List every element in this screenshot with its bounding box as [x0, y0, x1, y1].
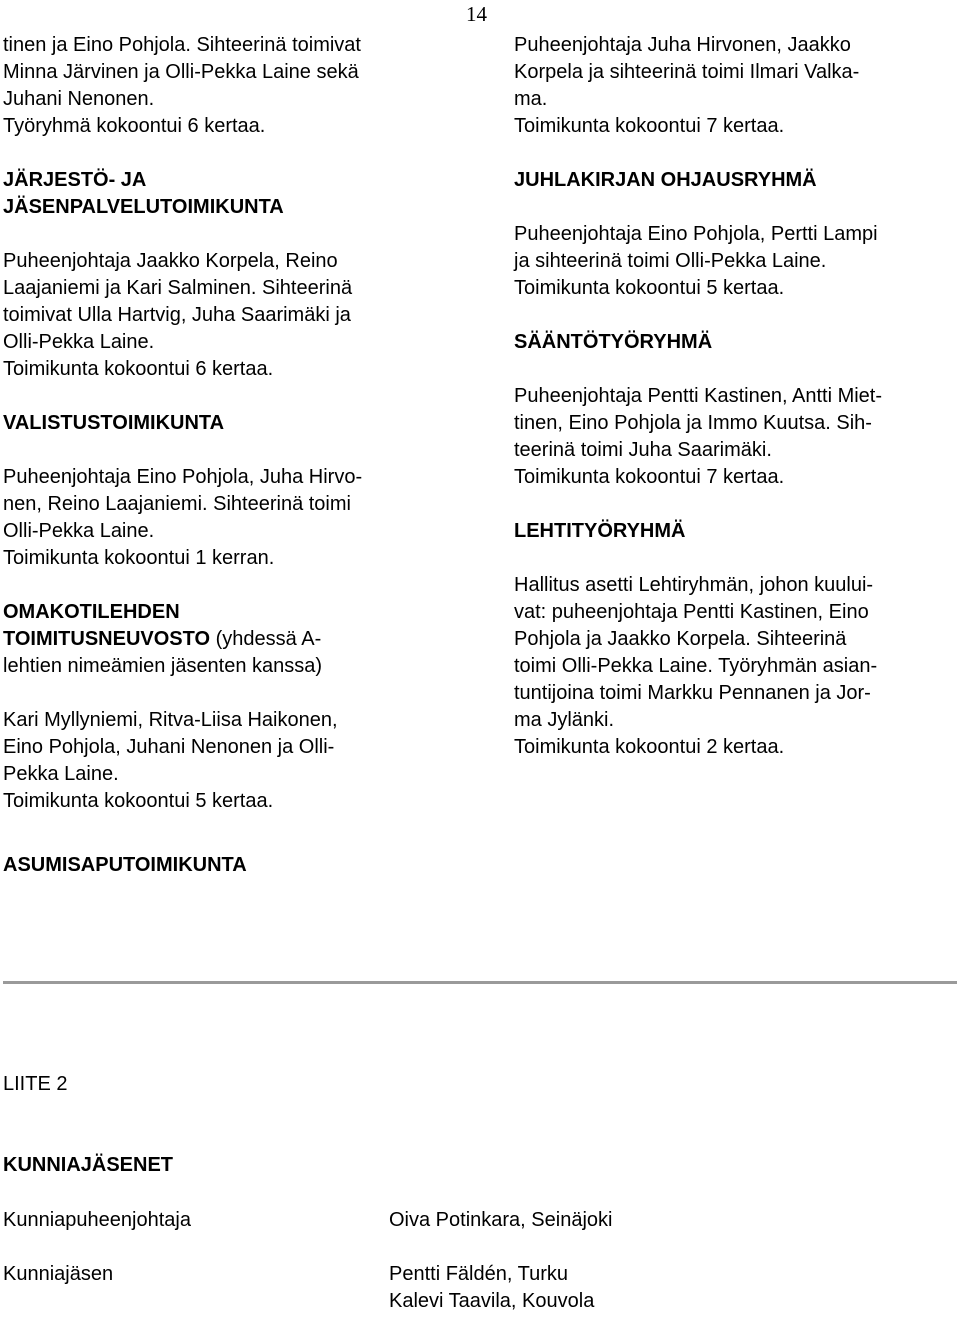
valistus-members: [3, 464, 443, 572]
text-line: vat: puheenjohtaja Pentti Kastinen, Eino: [514, 601, 869, 623]
text-line: Toimikunta kokoontui 5 kertaa.: [3, 790, 274, 812]
text-line: Työryhmä kokoontui 6 kertaa.: [3, 115, 266, 137]
lehti-heading: LEHTITYÖRYHMÄ: [514, 520, 686, 542]
text-line: Puheenjohtaja Pentti Kastinen, Antti Miet-: [514, 385, 883, 407]
heading-note-line: lehtien nimeämien jäsenten kanssa): [3, 655, 323, 677]
honorary-role: Kunniajäsen: [3, 1263, 114, 1285]
text-line: tinen ja Eino Pohjola. Sihteerinä toimivat: [3, 34, 361, 56]
text-line: ja sihteerinä toimi Olli-Pekka Laine.: [514, 250, 827, 272]
text-line: ma Jylänki.: [514, 709, 615, 731]
text-line: Korpela ja sihteerinä toimi Ilmari Valka-: [514, 61, 860, 83]
heading-line: JÄRJESTÖ- JA: [3, 169, 147, 191]
honorary-person: Pentti Fäldén, Turku: [389, 1263, 568, 1285]
section-divider: [3, 981, 957, 984]
valistus-heading: VALISTUSTOIMIKUNTA: [3, 412, 225, 434]
text-line: Toimikunta kokoontui 5 kertaa.: [514, 277, 785, 299]
heading-line: [3, 626, 443, 653]
text-line: teerinä toimi Juha Saarimäki.: [514, 439, 772, 461]
text-line: toimivat Ulla Hartvig, Juha Saarimäki ja: [3, 304, 351, 326]
honorary-members-heading: KUNNIAJÄSENET: [3, 1154, 174, 1176]
text-line: Pohjola ja Jaakko Korpela. Sihteerinä: [514, 628, 847, 650]
honorary-role: Kunniapuheenjohtaja: [3, 1209, 191, 1231]
juhlakirjan-heading: JUHLAKIRJAN OHJAUSRYHMÄ: [514, 169, 817, 191]
left-column: [3, 32, 443, 815]
text-line: Toimikunta kokoontui 1 kerran.: [3, 547, 275, 569]
page-number: 14: [466, 2, 487, 26]
text-line: toimi Olli-Pekka Laine. Työryhmän asian-: [514, 655, 878, 677]
right-column: [514, 32, 958, 761]
text-line: tinen, Eino Pohjola ja Immo Kuutsa. Sih-: [514, 412, 872, 434]
heading-line: JÄSENPALVELUTOIMIKUNTA: [3, 196, 284, 218]
text-line: Kari Myllyniemi, Ritva-Liisa Haikonen,: [3, 709, 338, 731]
text-line: nen, Reino Laajaniemi. Sihteerinä toimi: [3, 493, 351, 515]
text-line: ma.: [514, 88, 548, 110]
text-line: Eino Pohjola, Juhani Nenonen ja Olli-: [3, 736, 335, 758]
text-line: Laajaniemi ja Kari Salminen. Sihteerinä: [3, 277, 353, 299]
text-line: Puheenjohtaja Juha Hirvonen, Jaakko: [514, 34, 851, 56]
text-line: Toimikunta kokoontui 7 kertaa.: [514, 466, 785, 488]
committee-continuation: [514, 32, 958, 140]
asumisapu-heading: ASUMISAPUTOIMIKUNTA: [3, 854, 247, 876]
saanto-members: [514, 383, 958, 491]
omakotilehden-members: [3, 707, 443, 815]
honorary-person: Kalevi Taavila, Kouvola: [389, 1290, 595, 1312]
text-line: Olli-Pekka Laine.: [3, 331, 155, 353]
saanto-heading: SÄÄNTÖTYÖRYHMÄ: [514, 331, 713, 353]
heading-note: (yhdessä A-: [210, 628, 322, 650]
honorary-person: Oiva Potinkara, Seinäjoki: [389, 1209, 613, 1231]
heading-bold-part: TOIMITUSNEUVOSTO: [3, 628, 211, 650]
jarjesto-members: [3, 248, 443, 383]
appendix-label: LIITE 2: [3, 1073, 68, 1095]
text-line: Hallitus asetti Lehtiryhmän, johon kuului-: [514, 574, 874, 596]
heading-line: OMAKOTILEHDEN: [3, 601, 180, 623]
text-line: Minna Järvinen ja Olli-Pekka Laine sekä: [3, 61, 359, 83]
working-group-continuation: [3, 32, 443, 140]
text-line: Toimikunta kokoontui 6 kertaa.: [3, 358, 274, 380]
text-line: Puheenjohtaja Eino Pohjola, Juha Hirvo-: [3, 466, 363, 488]
lehti-members: [514, 572, 958, 761]
text-line: Puheenjohtaja Jaakko Korpela, Reino: [3, 250, 338, 272]
juhlakirjan-members: [514, 221, 958, 302]
jarjesto-heading: [3, 167, 443, 221]
text-line: Olli-Pekka Laine.: [3, 520, 155, 542]
text-line: Puheenjohtaja Eino Pohjola, Pertti Lampi: [514, 223, 878, 245]
text-line: Pekka Laine.: [3, 763, 119, 785]
text-line: Juhani Nenonen.: [3, 88, 155, 110]
text-line: Toimikunta kokoontui 2 kertaa.: [514, 736, 785, 758]
text-line: Toimikunta kokoontui 7 kertaa.: [514, 115, 785, 137]
text-line: tuntijoina toimi Markku Pennanen ja Jor-: [514, 682, 871, 704]
omakotilehden-heading: [3, 599, 443, 680]
